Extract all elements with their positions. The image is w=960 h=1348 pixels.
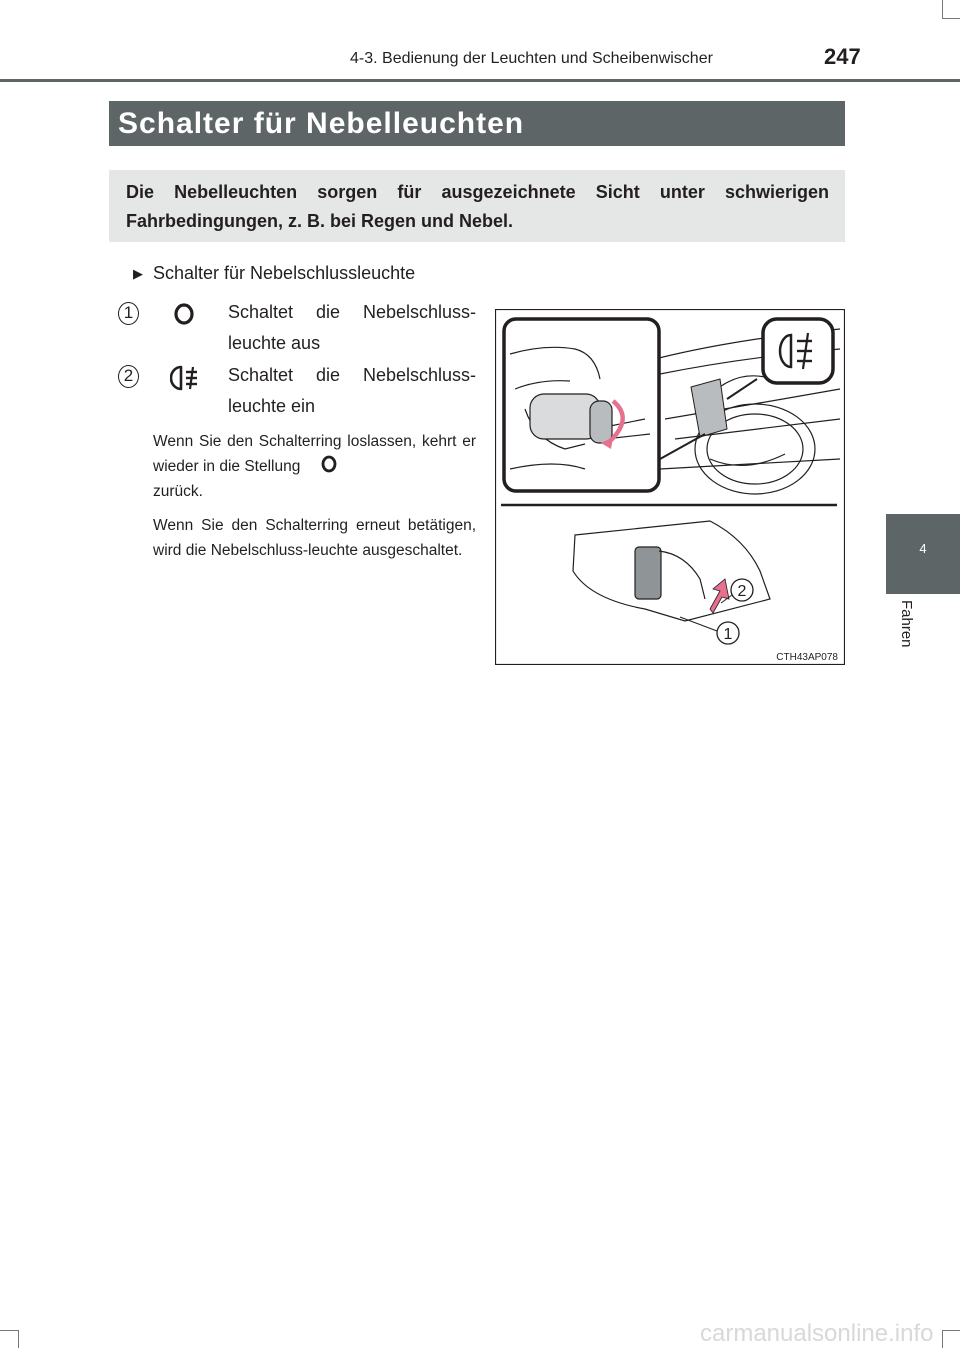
note-release-end: zurück. <box>153 483 203 500</box>
crop-mark <box>942 1330 960 1331</box>
figure-callout-2: 2 <box>737 583 747 600</box>
section-title: Schalter für Nebelleuchten <box>109 101 845 146</box>
crop-mark <box>942 1330 943 1348</box>
page-number: 247 <box>824 44 861 69</box>
intro-box <box>109 170 845 242</box>
sub-heading <box>133 263 415 284</box>
step-number-1: 1 <box>118 302 139 325</box>
intro-text: Die Nebelleuchten sorgen für ausgezeichnete Sicht unter schwierigen Fahrbedingungen, z. B. bei Regen und Nebel. <box>126 182 829 231</box>
header-rule <box>0 79 960 82</box>
illustration <box>495 309 845 665</box>
crop-mark <box>0 1330 18 1331</box>
chapter-title: 4-3. Bedienung der Leuchten und Scheibenwischer <box>350 50 713 67</box>
step-text-1: Schaltet die Nebelschluss-leuchte aus <box>228 302 476 353</box>
rear-fog-light-icon <box>170 364 204 392</box>
note-release-text: Wenn Sie den Schalterring loslassen, kehrt er wieder in die Stellung <box>153 433 476 475</box>
note-press-again: Wenn Sie den Schalterring erneut betätigen, wird die Nebelschluss-leuchte ausgeschaltet. <box>153 517 476 559</box>
figure-callout-1: 1 <box>723 626 733 643</box>
figure-code: CTH43AP078 <box>776 652 838 663</box>
crop-mark <box>18 1330 19 1348</box>
step-number-2: 2 <box>118 365 139 388</box>
off-position-icon <box>319 455 339 471</box>
chapter-tab-label: Fahren <box>898 600 915 648</box>
chapter-tab[interactable] <box>886 514 960 594</box>
watermark: carmanualsonline.info <box>700 1320 934 1347</box>
crop-mark <box>942 18 960 19</box>
crop-mark <box>942 0 943 18</box>
step-text-2: Schaltet die Nebelschluss-leuchte ein <box>228 365 476 416</box>
triangle-bullet-icon: ▶ <box>133 266 143 281</box>
sub-heading-text: Schalter für Nebelschlussleuchte <box>153 263 416 283</box>
chapter-tab-number: 4 <box>919 541 927 556</box>
note-release <box>153 429 476 504</box>
off-position-icon <box>172 302 196 326</box>
